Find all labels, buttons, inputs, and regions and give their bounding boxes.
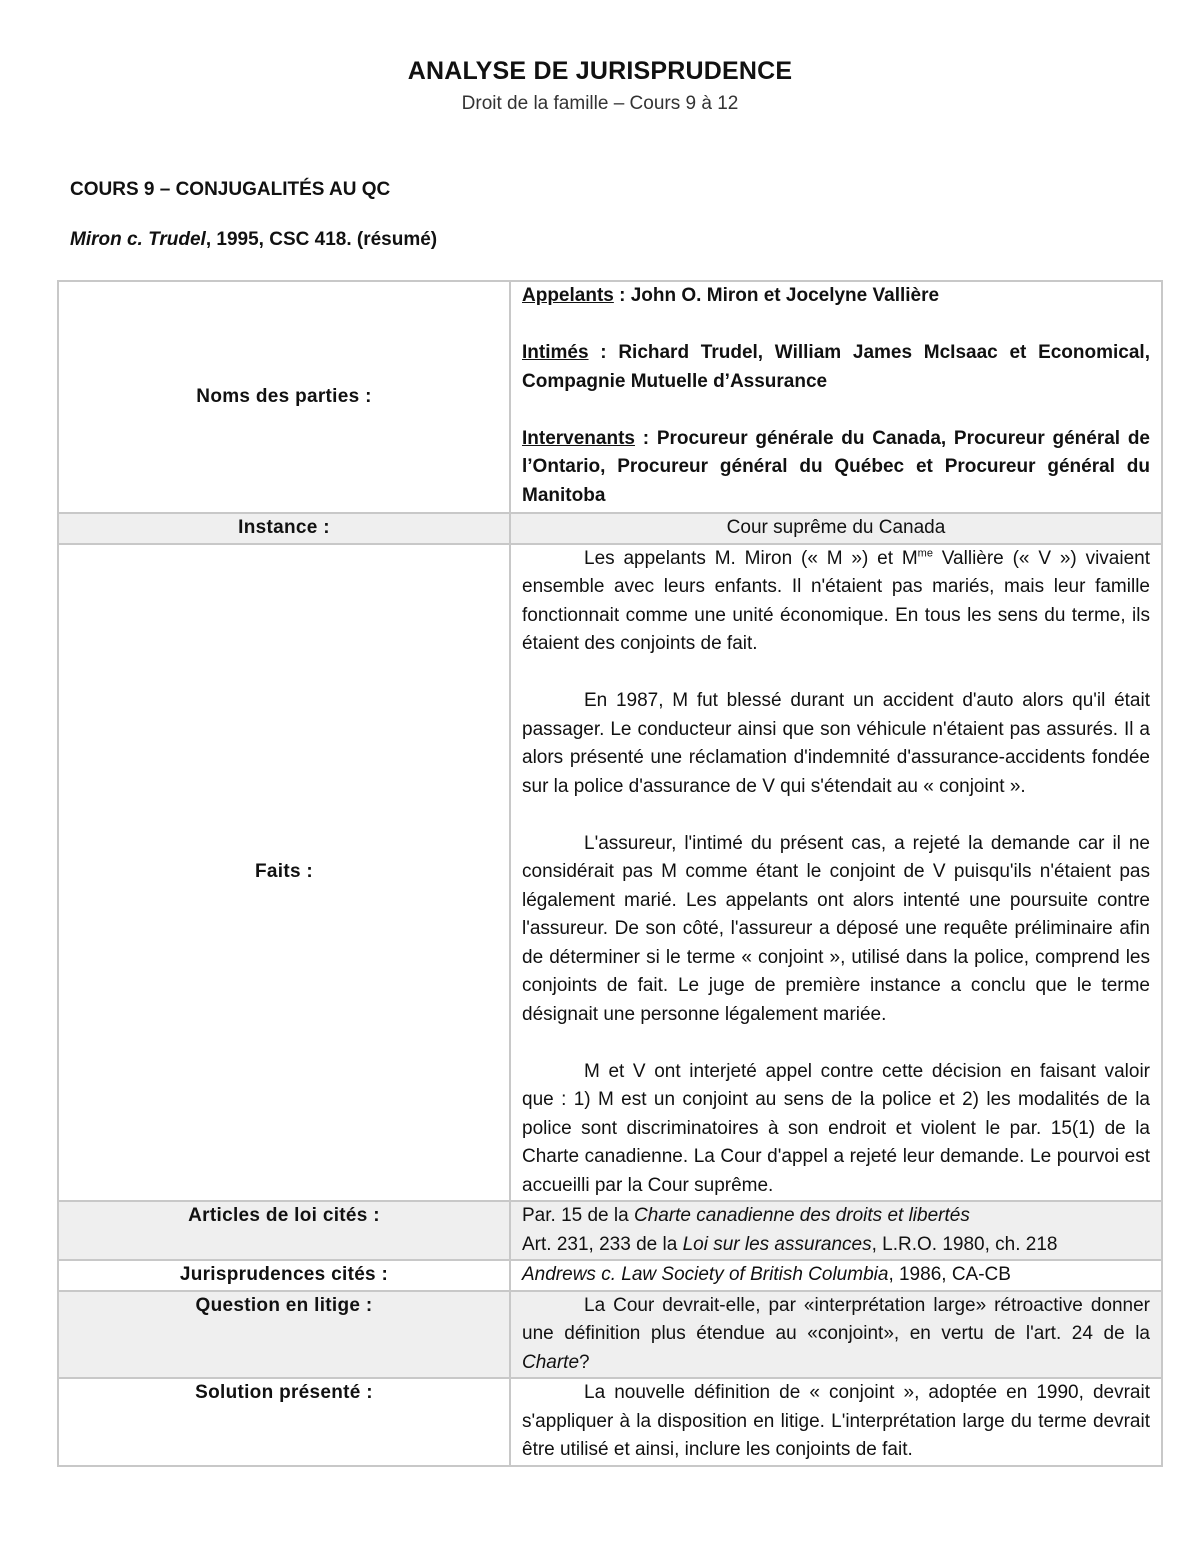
parties-label: Noms des parties : [58, 281, 510, 513]
table-row-parties [58, 281, 1162, 513]
instance-value: Cour suprême du Canada [510, 513, 1162, 544]
respondents-names: : Richard Trudel, William James McIsaac et Economical, Compagnie Mutuelle d’Assurance [522, 342, 1150, 392]
jurisprudence-case-name: Andrews c. Law Society of British Columbia [522, 1264, 889, 1285]
articles-line-2 [522, 1231, 1150, 1260]
page-title: ANALYSE DE JURISPRUDENCE [407, 57, 793, 85]
table-row-articles [58, 1201, 1162, 1260]
solution-text: La nouvelle définition de « conjoint », adoptée en 1990, devrait s'appliquer à la disposition en litige. L'interprétation large du terme devrait être utilisé et ainsi, inclure les conjoints de fait. [522, 1382, 1150, 1460]
jurisprudences-content [510, 1260, 1162, 1291]
solution-content [510, 1378, 1162, 1466]
faits-paragraph-1 [522, 545, 1150, 659]
faits-p1-after: Vallière (« V ») vivaient ensemble avec leurs enfants. Il n'étaient pas mariés, mais leur famille fonctionnait comme une unité économique. En tous les sens du terme, ils étaient des conjoints de fait. [522, 547, 1150, 654]
question-text-italic: Charte [522, 1351, 580, 1373]
question-text [522, 1292, 1150, 1378]
solution-label: Solution présenté : [58, 1378, 510, 1466]
faits-p1-before: Les appelants M. Miron (« M ») et M [584, 547, 918, 569]
faits-paragraph-4: M et V ont interjeté appel contre cette décision en faisant valoir que : 1) M est un conjoint au sens de la police et 2) les modalités de la police sont discriminatoires à son endroit et violent le par. 15(1) de la Charte canadienne. La Cour d'appel a rejeté leur demande. Le pourvoi est accueilli par la Cour suprême. [522, 1060, 1150, 1196]
interveners-role: Intervenants [522, 427, 635, 449]
articles-line2-prefix: Art. 231, 233 de la [522, 1233, 683, 1255]
page-subtitle: Droit de la famille – Cours 9 à 12 [461, 93, 739, 114]
faits-paragraph-2: En 1987, M fut blessé durant un accident d'auto alors qu'il était passager. Le conducteur ainsi que son véhicule n'étaient pas assurés. Il a alors présenté une réclamation d'indemnité d'assurance-accidents fondée sur la police d'assurance de V qui s'étendait au « conjoint ». [522, 690, 1150, 797]
articles-line1-title: Charte canadienne des droits et libertés [633, 1205, 970, 1226]
faits-paragraph-3: L'assureur, l'intimé du présent cas, a rejeté la demande car il ne considérait pas M comme étant le conjoint de V puisqu'ils n'étaient pas légalement marié. Les appelants ont alors intenté une poursuite contre l'assureur. De son côté, l'assureur a déposé une requête préliminaire afin de déterminer si le terme « conjoint », utilisé dans la police, comprend les conjoints de fait. Le juge de première instance a conclu que le terme désignait une personne légalement mariée. [522, 832, 1150, 1025]
faits-label: Faits : [58, 544, 510, 1202]
appellants-line [522, 282, 1150, 311]
articles-line2-title: Loi sur les assurances [682, 1233, 872, 1255]
faits-content [510, 544, 1162, 1202]
question-content [510, 1291, 1162, 1379]
table-row-faits [58, 544, 1162, 1202]
instance-label: Instance : [58, 513, 510, 544]
parties-content [510, 281, 1162, 513]
case-analysis-table [57, 280, 1163, 1467]
table-row-instance [58, 513, 1162, 544]
faits-p1-sup: me [917, 547, 933, 560]
case-citation [70, 229, 437, 251]
articles-content [510, 1201, 1162, 1260]
table-row-jurisprudences [58, 1260, 1162, 1291]
case-name: Miron c. Trudel [70, 229, 206, 250]
articles-line2-suffix: , L.R.O. 1980, ch. 218 [871, 1233, 1058, 1255]
table-row-question [58, 1291, 1162, 1379]
articles-line1-prefix: Par. 15 de la [522, 1205, 634, 1226]
respondents-role: Intimés [522, 342, 589, 363]
articles-label: Articles de loi cités : [58, 1201, 510, 1260]
question-text-before: La Cour devrait-elle, par «interprétation large» rétroactive donner une définition plus étendue au «conjoint», en vertu de l'art. 24 de la [522, 1294, 1150, 1344]
interveners-line [522, 425, 1150, 511]
case-citation-rest: , 1995, CSC 418. (résumé) [205, 229, 438, 250]
jurisprudence-case-suffix: , 1986, CA-CB [888, 1264, 1011, 1285]
appellants-role: Appelants [522, 285, 614, 306]
interveners-names: : Procureur générale du Canada, Procureur général de l’Ontario, Procureur général du Québec et Procureur général du Manitoba [522, 427, 1150, 506]
table-row-solution [58, 1378, 1162, 1466]
jurisprudences-label: Jurisprudences cités : [58, 1260, 510, 1291]
question-text-after: ? [579, 1351, 590, 1373]
section-heading: COURS 9 – CONJUGALITÉS AU QC [70, 179, 391, 200]
respondents-line [522, 339, 1150, 396]
appellants-names: : John O. Miron et Jocelyne Vallière [613, 285, 940, 306]
articles-line-1 [522, 1202, 1150, 1231]
question-label: Question en litige : [58, 1291, 510, 1379]
